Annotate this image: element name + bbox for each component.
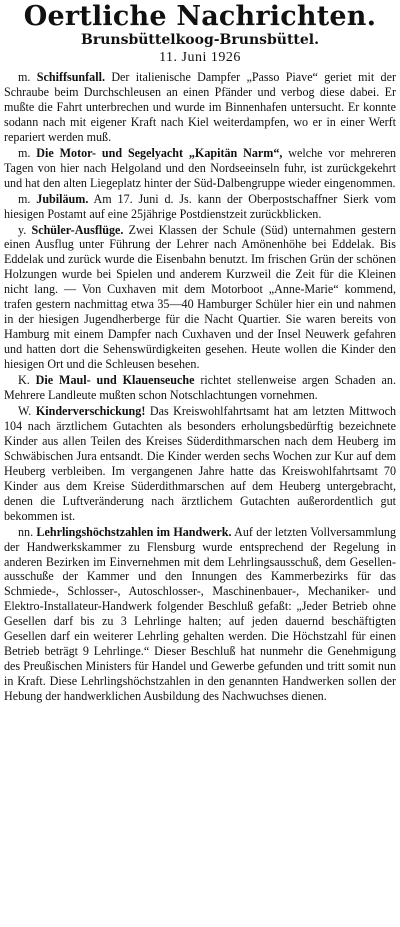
article-headline: Schüler-Ausflüge.: [31, 222, 124, 237]
issue-date: 11. Juni 1926: [159, 50, 241, 65]
section-title: Oertliche Nachrichten.: [23, 1, 377, 32]
article-text: welche vor mehreren Tagen von hier nach Helgoland und den Nordseeinseln fuhr, ist zurückgekehrt und hat den alten Liegeplatz hinter der Süd-Dalbengruppe wieder eingenommen.: [4, 145, 396, 190]
article-kinderverschickung: [4, 404, 396, 524]
article-motoryacht: [4, 146, 396, 191]
article-headline: Jubiläum.: [36, 191, 89, 206]
article-schueler-ausfluege: [4, 223, 396, 373]
article-text: Zwei Klassen der Schule (Süd) unternahmen gestern einen Ausflug unter Führung der Lehrer nach Amönenhöhe bei Eddelak. Bis Eddelak und zurück wurde die Eisenbahn benutzt. Im frischen Grün der schönen Holzungen wurde bei Spielen und anderem Kurzweil die Zeit für die Kleinen nicht lang. — Von Cuxhaven mit dem Motorboot „Anne-Marie“ kommend, trafen gestern nachmittag etwa 35—40 Hamburger Schüler hier ein und nahmen in der hiesigen Jugendherberge für die Nacht Quartier. Sie waren bereits von Hamburg mit einem Dampfer nach Cuxhaven und der Insel Neuwerk gefahren und hatten dort die Sehenswürdigkeiten gesehen. Heute wollen die Kinder den hiesigen Ort und die Schleusen besehen.: [4, 222, 396, 372]
article-text: Der italienische Dampfer „Passo Piave“ geriet mit der Schraube beim Durchschleusen an einen Pfänder und verbog diese dabei. Er mußte die Fahrt unterbrechen und wurde im Binnenhafen untersucht. Er konnte sodann nach mit eigener Kraft nach Kiel weiterdampfen, wo er in einer Werft repariert werden muß.: [4, 70, 396, 144]
author-initials: m.: [18, 145, 31, 160]
author-initials: W.: [18, 403, 32, 418]
article-headline: Die Motor- und Segelyacht „Kapitän Narm“,: [36, 145, 283, 160]
article-text: Am 17. Juni d. Js. kann der Oberpostschaffner Sierk vom hiesigen Postamt auf eine 25jährige Postdienstzeit zurückblicken.: [4, 191, 397, 221]
article-headline: Die Maul- und Klauenseuche: [35, 373, 195, 388]
article-text: Das Kreiswohlfahrtsamt hat am letzten Mittwoch 104 nach ärztlichem Gutachten als besonders erholungsbedürftig bezeichnete Kinder aus allen Teilen des Kreises Süderdithmarschen nach dem Heuberg im Schwäbischen Jura entsandt. Die Kinder werden sechs Wochen zur Kur auf dem Heuberg verbleiben. Im vergangenen Jahre hatte das Kreiswohlfahrtsamt 70 Kinder aus dem Kreise Süderdithmarschen auf dem Heuberg untergebracht, denen die Luftveränderung nach ärztlichem Gutachten außerordentlich gut bekommen ist.: [4, 403, 396, 523]
author-initials: m.: [18, 191, 31, 206]
article-text: richtet stellenweise argen Schaden an. Mehrere Landleute mußten schon Notschlachtungen vornehmen.: [4, 373, 396, 403]
author-initials: m.: [18, 70, 31, 84]
article-text: Auf der letzten Vollversammlung der Handwerkskammer zu Flensburg wurde entsprechend der Regelung in anderen Bezirken im Einvernehmen mit dem Lehrlingsausschuß, dem Gesellenausschuße der Kammer und den Innungen des Kammerbezirks für das Schmiede-, Schlosser-, Autoschlosser-, Maschinenbauer-, Mechaniker- und Elektro-Installateur-Handwerk folgender Beschluß gefaßt: „Jeder Betrieb ohne Gesellen darf bis zu 3 Lehrlinge halten; auf jeden dauernd beschäftigten Gesellen darf ein weiterer Lehrling gehalten werden. Die Höchstzahl für einen Betrieb beträgt 9 Lehrlinge.“ Dieser Beschluß hat nunmehr die Genehmigung des Preußischen Ministers für Handel und Gewerbe gefunden und tritt somit nun in Kraft. Diese Lehrlingshöchstzahlen in den genannten Handwerken sollen der Hebung der handwerklichen Ausbildung des Nachwuchses dienen.: [4, 524, 397, 704]
article-headline: Lehrlingshöchstzahlen im Handwerk.: [36, 524, 232, 539]
article-list: [4, 70, 396, 704]
place-heading: Brunsbüttelkoog-Brunsbüttel.: [81, 32, 319, 48]
author-initials: nn.: [18, 524, 34, 539]
article-lehrlingshoechstzahlen: [4, 525, 396, 704]
masthead: [4, 2, 396, 67]
newspaper-page: [4, 0, 396, 704]
article-headline: Kinderverschickung!: [35, 403, 146, 418]
article-klauenseuche: [4, 373, 396, 403]
article-jubilaeum: [4, 192, 396, 222]
author-initials: y.: [18, 222, 27, 237]
article-schiffsunfall: [4, 70, 396, 145]
article-headline: Schiffsunfall.: [36, 70, 105, 84]
author-initials: K.: [18, 373, 30, 388]
